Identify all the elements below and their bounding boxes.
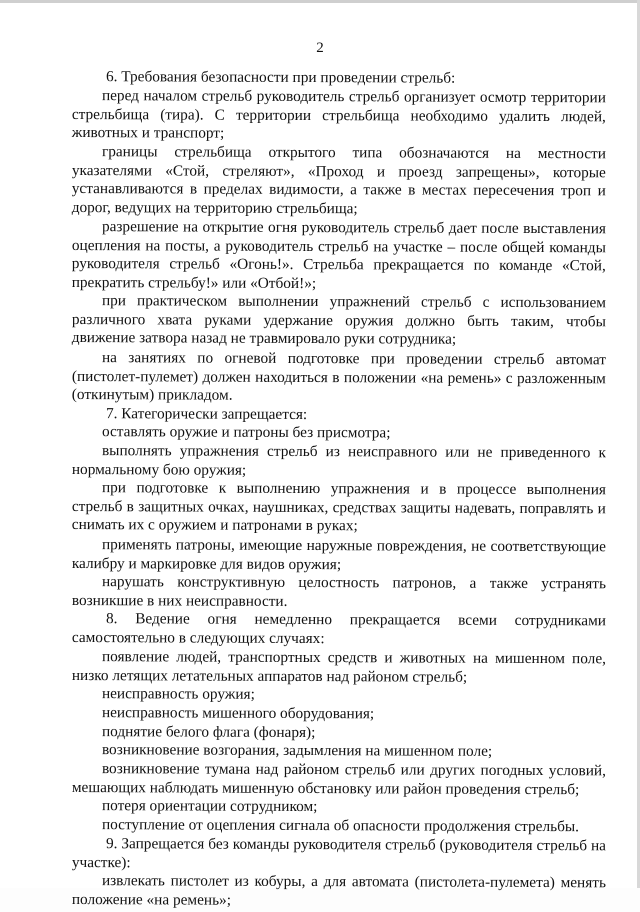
- page-number: 2: [316, 40, 324, 56]
- paragraph: возникновение возгорания, задымления на мишенном поле;: [101, 741, 493, 761]
- paragraph: появление людей, транспортных средств и животных на мишенном поле, низко летящих летательных аппаратов над районом стрельб;: [71, 647, 606, 686]
- section-heading: 8. Ведение огня немедленно прекращается всеми сотрудниками самостоятельно в следующих случаях:: [71, 610, 606, 648]
- paragraph: возникновение тумана над районом стрельб или других погодных условий, мешающих наблюдать мишенную обстановку или район проведения стрельб;: [71, 760, 606, 798]
- paragraph: неисправность оружия;: [101, 685, 255, 704]
- paragraph: при подготовке к выполнению упражнения и в процессе выполнения стрельб в защитных очках, наушниках, средствах защиты надевать, поправлять и снимать их с оружием и патронами в руках;: [71, 479, 606, 536]
- paragraph: на занятиях по огневой подготовке при проведении стрельб автомат (пистолет-пулемет) должен находиться в положении «на ремень» с разложенным (откинутым) прикладом.: [71, 348, 606, 404]
- paragraph: извлекать пистолет из кобуры, а для автомата (пистолета-пулемета) менять положение «на ремень»;: [71, 872, 606, 909]
- paragraph: потеря ориентации сотрудником;: [101, 797, 318, 816]
- paragraph: границы стрельбища открытого типа обозначаются на местности указателями «Стой, стреляют», «Проход и проезд запрещены», которые устанавливаются в пределах видимости, а также в местах пересечения троп и дорог, ведущих на территорию стрельбища;: [71, 142, 606, 218]
- paragraph: неисправность мишенного оборудования;: [101, 704, 375, 723]
- paragraph: выполнять упражнения стрельб из неисправного или не приведенного к нормальному бою оружия;: [71, 442, 606, 479]
- paragraph: при практическом выполнении упражнений стрельб с использованием различного хвата руками удержание оружия должно быть таким, чтобы движение затвора назад не травмировало руки сотрудника;: [71, 292, 606, 349]
- scan-edge-top: [0, 0, 640, 3]
- paragraph: нарушать конструктивную целостность патронов, а также устранять возникшие в них неисправности.: [71, 573, 606, 610]
- paragraph: разрешение на открытие огня руководитель стрельб дает после выставления оцепления на посты, а руководитель стрельб на участке – после общей команды руководителя стрельб «Огонь!». Стрельба прекращается по команде «Стой, прекратить стрельбу!» или «Отбой!»;: [71, 217, 606, 292]
- section-heading: 7. Категорически запрещается:: [105, 404, 308, 423]
- paragraph: поступление от оцепления сигнала об опасности продолжения стрельбы.: [101, 816, 580, 836]
- paragraph: поднятие белого флага (фонаря);: [101, 722, 316, 741]
- paragraph: оставлять оружие и патроны без присмотра;: [101, 423, 391, 442]
- body-text: [72, 68, 606, 910]
- section-heading: 6. Требования безопасности при проведении стрельб:: [105, 68, 456, 87]
- paragraph: применять патроны, имеющие наружные повреждения, не соответствующие калибру и маркировке для видов оружия;: [71, 535, 606, 573]
- section-heading: 9. Запрещается без команды руководителя стрельб (руководителя стрельб на участке):: [71, 834, 606, 871]
- paragraph: перед началом стрельб руководитель стрельб организует осмотр территории стрельбища (тира). С территории стрельбища необходимо удалить людей, животных и транспорт;: [71, 86, 606, 142]
